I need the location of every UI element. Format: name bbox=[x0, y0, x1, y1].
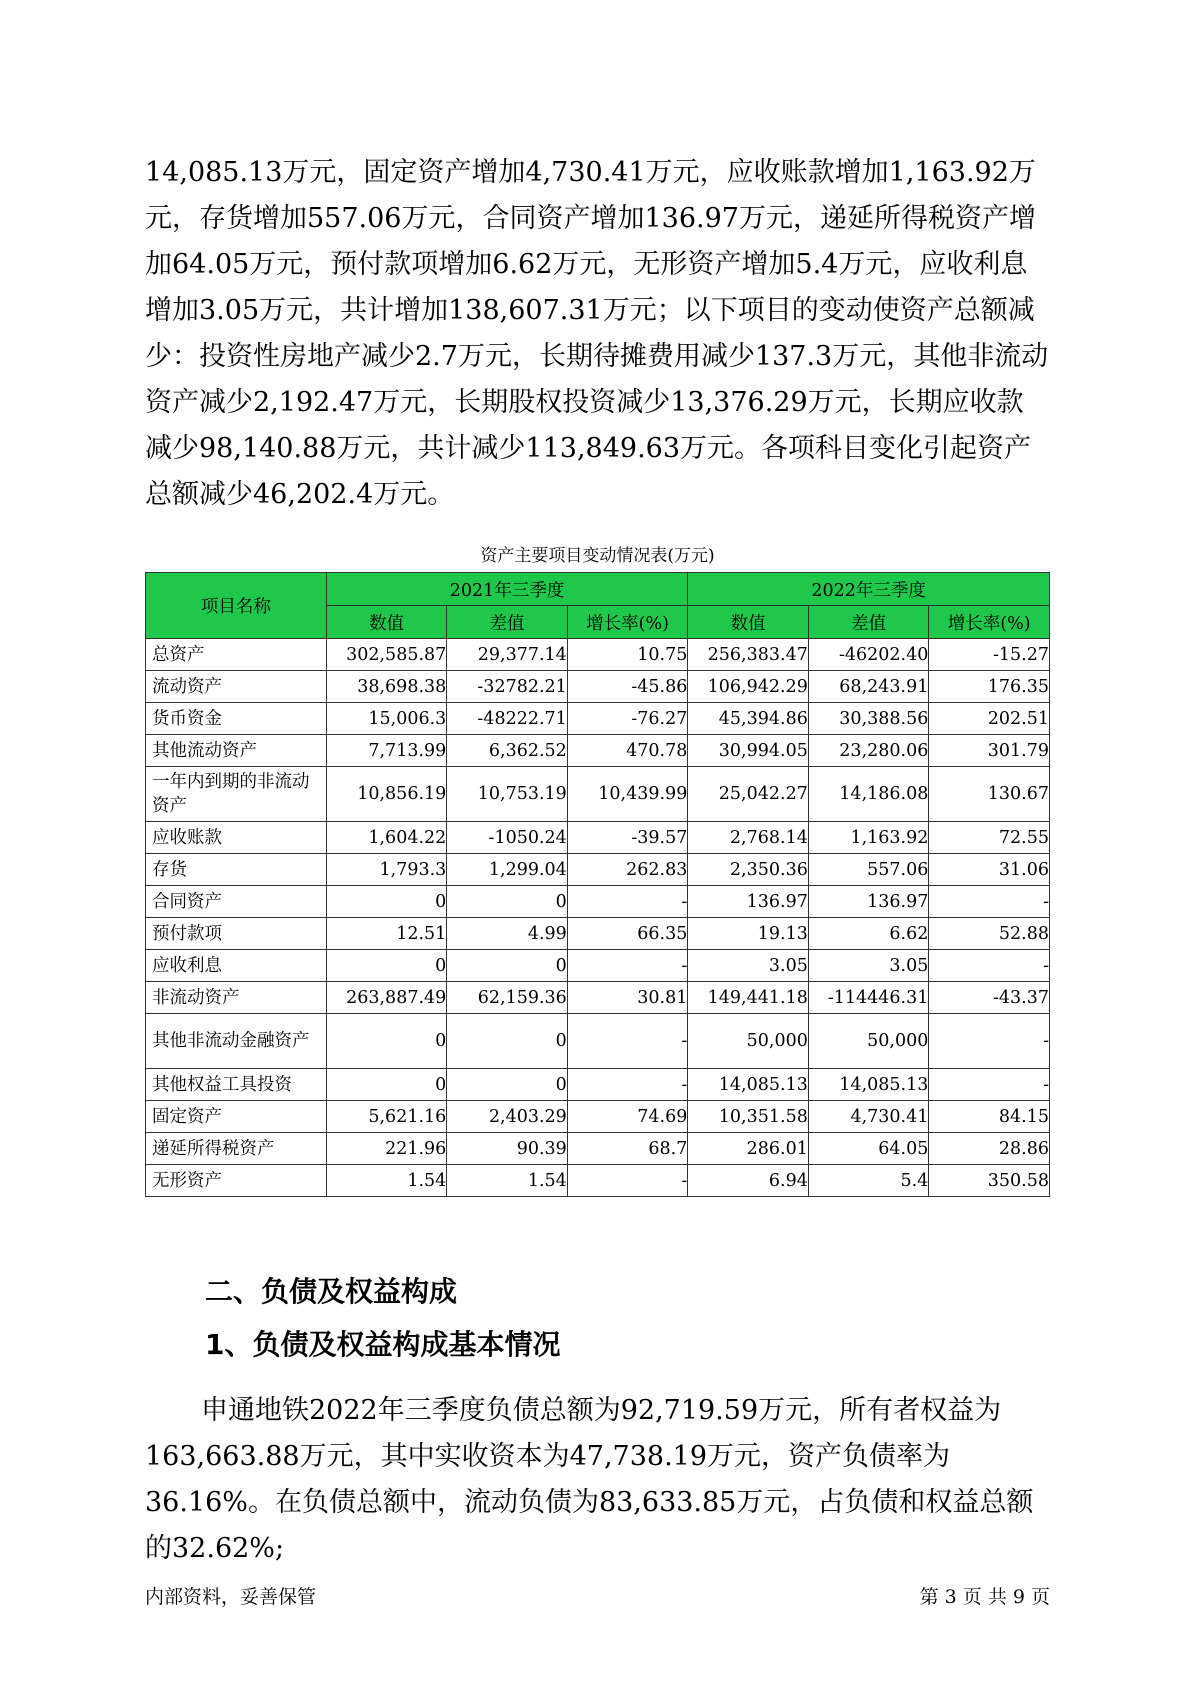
table-row bbox=[146, 639, 1050, 671]
cell-rate-2021: 68.7 bbox=[567, 1133, 688, 1165]
cell-diff-2021: -48222.71 bbox=[447, 703, 568, 735]
cell-diff-2021: 10,753.19 bbox=[447, 767, 568, 822]
cell-value-2021: 221.96 bbox=[326, 1133, 447, 1165]
cell-rate-2021: - bbox=[567, 1069, 688, 1101]
cell-value-2021: 302,585.87 bbox=[326, 639, 447, 671]
header-rate-2022: 增长率(%) bbox=[929, 606, 1050, 639]
cell-value-2022: 256,383.47 bbox=[688, 639, 809, 671]
cell-rate-2021: - bbox=[567, 1014, 688, 1069]
table-body bbox=[146, 639, 1050, 1197]
cell-value-2022: 14,085.13 bbox=[688, 1069, 809, 1101]
cell-diff-2021: 0 bbox=[447, 886, 568, 918]
cell-rate-2021: 470.78 bbox=[567, 735, 688, 767]
cell-diff-2022: -46202.40 bbox=[808, 639, 929, 671]
table-row bbox=[146, 1101, 1050, 1133]
cell-value-2022: 3.05 bbox=[688, 950, 809, 982]
cell-value-2021: 10,856.19 bbox=[326, 767, 447, 822]
footer-page-number: 第 3 页 共 9 页 bbox=[919, 1586, 1050, 1608]
cell-value-2021: 1.54 bbox=[326, 1165, 447, 1197]
cell-rate-2022: - bbox=[929, 1069, 1050, 1101]
cell-diff-2021: 6,362.52 bbox=[447, 735, 568, 767]
cell-value-2021: 0 bbox=[326, 1014, 447, 1069]
subsection-heading: 1、负债及权益构成基本情况 bbox=[205, 1328, 561, 1361]
cell-rate-2022: 176.35 bbox=[929, 671, 1050, 703]
header-diff-2021: 差值 bbox=[447, 606, 568, 639]
cell-value-2022: 286.01 bbox=[688, 1133, 809, 1165]
cell-value-2022: 19.13 bbox=[688, 918, 809, 950]
cell-value-2022: 45,394.86 bbox=[688, 703, 809, 735]
cell-rate-2021: -39.57 bbox=[567, 822, 688, 854]
row-item-name: 应收利息 bbox=[146, 950, 327, 982]
table-row bbox=[146, 671, 1050, 703]
body-paragraph: 申通地铁2022年三季度负债总额为92,719.59万元，所有者权益为163,663.88万元，其中实收资本为47,738.19万元，资产负债率为36.16%。在负债总额中，流动负债为83,633.85万元，占负债和权益总额的32.62%; bbox=[145, 1395, 1034, 1564]
cell-diff-2021: 2,403.29 bbox=[447, 1101, 568, 1133]
header-item-name: 项目名称 bbox=[146, 573, 327, 639]
cell-diff-2021: 4.99 bbox=[447, 918, 568, 950]
cell-rate-2022: -43.37 bbox=[929, 982, 1050, 1014]
row-item-name: 固定资产 bbox=[146, 1101, 327, 1133]
cell-diff-2021: 0 bbox=[447, 1014, 568, 1069]
table-row bbox=[146, 1069, 1050, 1101]
row-item-name: 流动资产 bbox=[146, 671, 327, 703]
row-item-name: 递延所得税资产 bbox=[146, 1133, 327, 1165]
cell-diff-2021: 1,299.04 bbox=[447, 854, 568, 886]
table-row bbox=[146, 982, 1050, 1014]
cell-rate-2022: 84.15 bbox=[929, 1101, 1050, 1133]
table-row bbox=[146, 735, 1050, 767]
cell-value-2021: 263,887.49 bbox=[326, 982, 447, 1014]
cell-rate-2022: - bbox=[929, 950, 1050, 982]
cell-rate-2021: 10.75 bbox=[567, 639, 688, 671]
cell-rate-2021: 66.35 bbox=[567, 918, 688, 950]
cell-value-2022: 10,351.58 bbox=[688, 1101, 809, 1133]
cell-diff-2021: 0 bbox=[447, 950, 568, 982]
cell-rate-2021: -76.27 bbox=[567, 703, 688, 735]
cell-value-2021: 12.51 bbox=[326, 918, 447, 950]
cell-rate-2022: 202.51 bbox=[929, 703, 1050, 735]
cell-rate-2022: 72.55 bbox=[929, 822, 1050, 854]
cell-value-2021: 1,793.3 bbox=[326, 854, 447, 886]
cell-value-2022: 136.97 bbox=[688, 886, 809, 918]
cell-rate-2021: - bbox=[567, 886, 688, 918]
header-period-2022: 2022年三季度 bbox=[688, 573, 1050, 606]
cell-value-2022: 6.94 bbox=[688, 1165, 809, 1197]
cell-rate-2022: 52.88 bbox=[929, 918, 1050, 950]
table-row bbox=[146, 822, 1050, 854]
cell-rate-2022: - bbox=[929, 886, 1050, 918]
section-heading: 二、负债及权益构成 bbox=[205, 1275, 458, 1308]
cell-diff-2022: 4,730.41 bbox=[808, 1101, 929, 1133]
cell-value-2022: 2,768.14 bbox=[688, 822, 809, 854]
cell-rate-2021: - bbox=[567, 950, 688, 982]
cell-value-2021: 1,604.22 bbox=[326, 822, 447, 854]
row-item-name: 其他流动资产 bbox=[146, 735, 327, 767]
row-item-name: 一年内到期的非流动资产 bbox=[146, 767, 327, 822]
cell-rate-2021: - bbox=[567, 1165, 688, 1197]
cell-rate-2022: 350.58 bbox=[929, 1165, 1050, 1197]
footer-confidential-note: 内部资料，妥善保管 bbox=[145, 1586, 317, 1608]
row-item-name: 合同资产 bbox=[146, 886, 327, 918]
cell-rate-2021: 30.81 bbox=[567, 982, 688, 1014]
cell-value-2022: 106,942.29 bbox=[688, 671, 809, 703]
cell-diff-2022: 30,388.56 bbox=[808, 703, 929, 735]
table-row bbox=[146, 1133, 1050, 1165]
row-item-name: 其他权益工具投资 bbox=[146, 1069, 327, 1101]
cell-diff-2022: 1,163.92 bbox=[808, 822, 929, 854]
table-row bbox=[146, 854, 1050, 886]
header-period-2021: 2021年三季度 bbox=[326, 573, 688, 606]
cell-diff-2022: 5.4 bbox=[808, 1165, 929, 1197]
cell-rate-2021: 10,439.99 bbox=[567, 767, 688, 822]
cell-rate-2021: -45.86 bbox=[567, 671, 688, 703]
cell-diff-2022: 64.05 bbox=[808, 1133, 929, 1165]
cell-value-2022: 30,994.05 bbox=[688, 735, 809, 767]
cell-value-2021: 0 bbox=[326, 886, 447, 918]
cell-diff-2021: 29,377.14 bbox=[447, 639, 568, 671]
cell-value-2022: 50,000 bbox=[688, 1014, 809, 1069]
cell-value-2021: 0 bbox=[326, 1069, 447, 1101]
cell-diff-2021: -1050.24 bbox=[447, 822, 568, 854]
cell-rate-2022: 301.79 bbox=[929, 735, 1050, 767]
cell-diff-2022: 50,000 bbox=[808, 1014, 929, 1069]
cell-rate-2022: 31.06 bbox=[929, 854, 1050, 886]
cell-diff-2022: 23,280.06 bbox=[808, 735, 929, 767]
row-item-name: 非流动资产 bbox=[146, 982, 327, 1014]
cell-diff-2022: 557.06 bbox=[808, 854, 929, 886]
row-item-name: 存货 bbox=[146, 854, 327, 886]
cell-diff-2021: -32782.21 bbox=[447, 671, 568, 703]
asset-change-table bbox=[145, 572, 1050, 1197]
cell-value-2021: 0 bbox=[326, 950, 447, 982]
cell-diff-2022: 68,243.91 bbox=[808, 671, 929, 703]
table-caption: 资产主要项目变动情况表(万元) bbox=[480, 546, 715, 566]
cell-diff-2021: 1.54 bbox=[447, 1165, 568, 1197]
cell-diff-2022: 14,085.13 bbox=[808, 1069, 929, 1101]
table-header-row bbox=[146, 573, 1050, 606]
cell-diff-2022: 3.05 bbox=[808, 950, 929, 982]
table-row bbox=[146, 950, 1050, 982]
cell-rate-2022: -15.27 bbox=[929, 639, 1050, 671]
cell-value-2022: 149,441.18 bbox=[688, 982, 809, 1014]
header-value-2021: 数值 bbox=[326, 606, 447, 639]
table-row bbox=[146, 886, 1050, 918]
row-item-name: 其他非流动金融资产 bbox=[146, 1014, 327, 1069]
table-row bbox=[146, 1165, 1050, 1197]
row-item-name: 应收账款 bbox=[146, 822, 327, 854]
cell-diff-2022: 14,186.08 bbox=[808, 767, 929, 822]
header-rate-2021: 增长率(%) bbox=[567, 606, 688, 639]
table-row bbox=[146, 1014, 1050, 1069]
row-item-name: 预付款项 bbox=[146, 918, 327, 950]
cell-rate-2021: 262.83 bbox=[567, 854, 688, 886]
cell-value-2022: 25,042.27 bbox=[688, 767, 809, 822]
cell-value-2022: 2,350.36 bbox=[688, 854, 809, 886]
cell-value-2021: 38,698.38 bbox=[326, 671, 447, 703]
row-item-name: 货币资金 bbox=[146, 703, 327, 735]
intro-paragraph: 14,085.13万元，固定资产增加4,730.41万元，应收账款增加1,163.92万元，存货增加557.06万元，合同资产增加136.97万元，递延所得税资产增加64.05万元，预付款项增加6.62万元，无形资产增加5.4万元，应收利息增加3.05万元，共计增加138,607.31万元；以下项目的变动使资产总额减少：投资性房地产减少2.7万元，长期待摊费用减少137.3万元，其他非流动资产减少2,192.47万元，长期股权投资减少13,376.29万元，长期应收款减少98,140.88万元，共计减少113,849.63万元。各项科目变化引起资产总额减少46,202.4万元。 bbox=[145, 157, 1049, 510]
cell-value-2021: 7,713.99 bbox=[326, 735, 447, 767]
header-value-2022: 数值 bbox=[688, 606, 809, 639]
table-row bbox=[146, 767, 1050, 822]
cell-diff-2022: 6.62 bbox=[808, 918, 929, 950]
cell-rate-2022: 130.67 bbox=[929, 767, 1050, 822]
cell-diff-2021: 90.39 bbox=[447, 1133, 568, 1165]
cell-value-2021: 5,621.16 bbox=[326, 1101, 447, 1133]
cell-diff-2021: 0 bbox=[447, 1069, 568, 1101]
cell-rate-2021: 74.69 bbox=[567, 1101, 688, 1133]
cell-value-2021: 15,006.3 bbox=[326, 703, 447, 735]
table-row bbox=[146, 918, 1050, 950]
row-item-name: 无形资产 bbox=[146, 1165, 327, 1197]
header-diff-2022: 差值 bbox=[808, 606, 929, 639]
table-row bbox=[146, 703, 1050, 735]
cell-diff-2022: 136.97 bbox=[808, 886, 929, 918]
cell-diff-2022: -114446.31 bbox=[808, 982, 929, 1014]
cell-diff-2021: 62,159.36 bbox=[447, 982, 568, 1014]
cell-rate-2022: - bbox=[929, 1014, 1050, 1069]
cell-rate-2022: 28.86 bbox=[929, 1133, 1050, 1165]
row-item-name: 总资产 bbox=[146, 639, 327, 671]
